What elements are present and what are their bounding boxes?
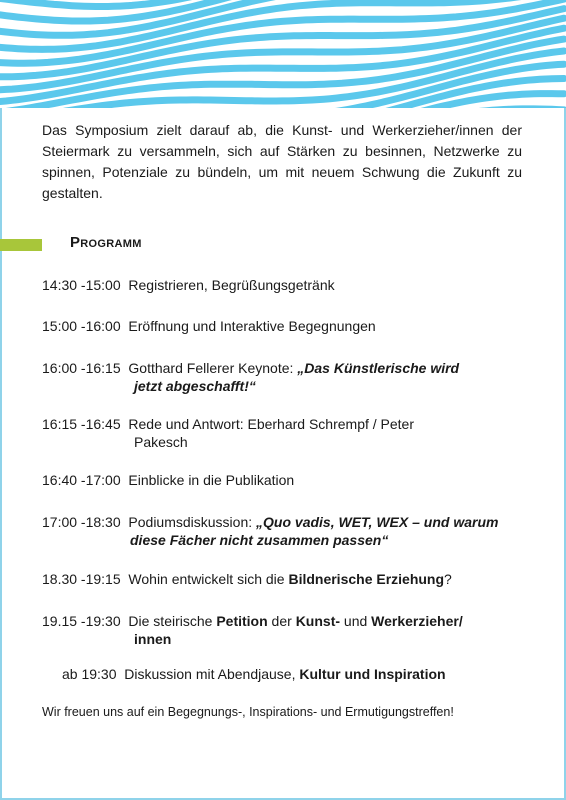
schedule-row: [42, 612, 532, 648]
schedule-text: Die steirische: [128, 613, 217, 629]
intro-paragraph: Das Symposium zielt darauf ab, die Kunst- und Werkerzieher/innen der Steiermark zu versammeln, sich auf Stärken zu besinnen, Netzwerke zu spinnen, Potenziale zu bündeln, um mit neuem Schwung die Zukunft zu gestalten.: [42, 122, 522, 201]
schedule-bold-cont: innen: [134, 631, 172, 647]
schedule-text: Gotthard Fellerer Keynote:: [128, 360, 298, 376]
schedule-text: Registrieren, Begrüßungsgetränk: [128, 277, 335, 293]
schedule-time: 17:00 -18:30: [42, 514, 121, 530]
keynote-quote: „Das Künstlerische wird: [297, 360, 460, 376]
schedule-bold: Petition: [216, 613, 268, 629]
schedule-text: und: [340, 613, 372, 629]
panel-quote-cont: diese Fächer nicht zusammen passen“: [130, 532, 389, 548]
schedule-bold: Kultur und Inspiration: [299, 666, 446, 682]
accent-bar: [0, 239, 42, 251]
schedule-text: Diskussion mit Abendjause,: [124, 666, 300, 682]
schedule-text: Rede und Antwort: Eberhard Schrempf / Peter: [128, 416, 415, 432]
schedule-row: [42, 359, 532, 395]
schedule-text-cont: Pakesch: [134, 434, 188, 450]
schedule-time: 14:30 -15:00: [42, 277, 121, 293]
schedule-time: 16:00 -16:15: [42, 360, 121, 376]
schedule-row: [42, 276, 532, 294]
schedule-text: Einblicke in die Publikation: [128, 472, 295, 488]
schedule-row: [62, 665, 552, 683]
schedule-bold: Bildnerische Erziehung: [288, 571, 445, 587]
schedule-time: 15:00 -16:00: [42, 318, 121, 334]
schedule-time: 19.15 -19:30: [42, 613, 121, 629]
schedule-tail: ?: [444, 571, 452, 587]
keynote-quote-cont: jetzt abgeschafft!“: [134, 378, 256, 394]
schedule-time: 16:40 -17:00: [42, 472, 121, 488]
schedule-row: [42, 570, 532, 588]
schedule-text: Wohin entwickelt sich die: [128, 571, 289, 587]
schedule-text: der: [267, 613, 296, 629]
wave-pattern-header: [0, 0, 566, 108]
panel-quote: „Quo vadis, WET, WEX – und warum: [256, 514, 499, 530]
schedule-row: [42, 513, 532, 549]
schedule-row: [42, 317, 532, 335]
schedule-text: Eröffnung und Interaktive Begegnungen: [128, 318, 376, 334]
schedule-row: [42, 415, 532, 451]
section-title-programm: Programm: [70, 234, 142, 251]
schedule-time: 16:15 -16:45: [42, 416, 121, 432]
schedule-time: ab 19:30: [62, 666, 117, 682]
schedule-bold: Kunst-: [295, 613, 341, 629]
schedule-time: 18.30 -19:15: [42, 571, 121, 587]
wave-pattern-image: [0, 0, 566, 108]
schedule-row: [42, 471, 532, 489]
schedule-text: Podiumsdiskussion:: [128, 514, 257, 530]
closing-line: Wir freuen uns auf ein Begegnungs-, Inspirations- und Ermutigungstreffen!: [42, 705, 454, 719]
schedule-bold: Werkerzieher/: [371, 613, 463, 629]
